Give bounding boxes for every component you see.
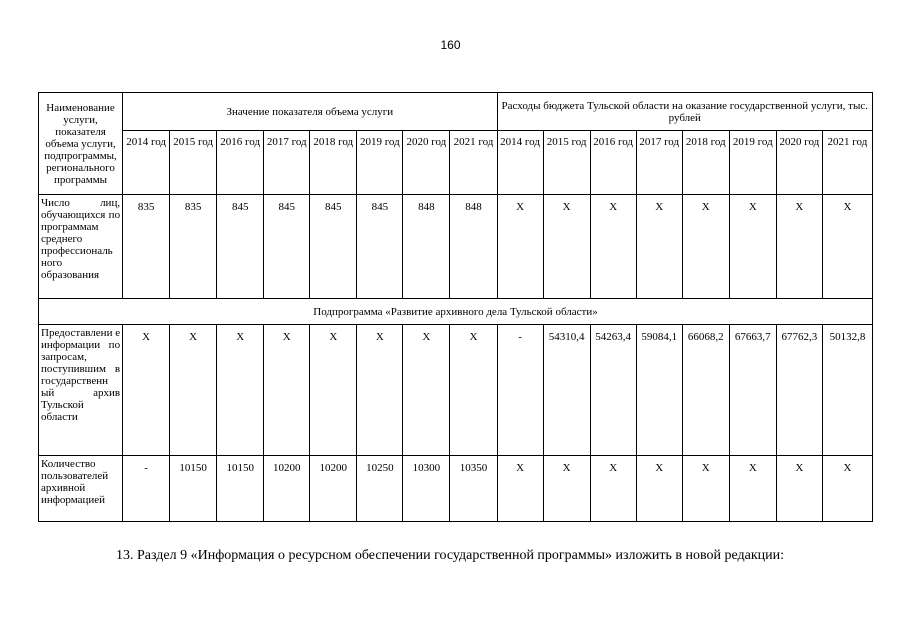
budget-cell: 67762,3 bbox=[776, 325, 822, 456]
header-year-volume: 2018 год bbox=[310, 131, 357, 195]
volume-cell: 835 bbox=[123, 195, 170, 299]
budget-cell: Х bbox=[776, 456, 822, 522]
volume-cell: Х bbox=[123, 325, 170, 456]
header-year-budget: 2020 год bbox=[776, 131, 822, 195]
volume-cell: Х bbox=[310, 325, 357, 456]
volume-cell: Х bbox=[357, 325, 403, 456]
volume-cell: 845 bbox=[310, 195, 357, 299]
volume-cell: 10250 bbox=[357, 456, 403, 522]
budget-cell: Х bbox=[776, 195, 822, 299]
section-paragraph: 13. Раздел 9 «Информация о ресурсном обеспечении государственной программы» изложить в новой редакции: bbox=[116, 548, 784, 563]
header-year-budget: 2014 год bbox=[497, 131, 543, 195]
table-row bbox=[39, 195, 873, 299]
services-table bbox=[38, 92, 873, 522]
header-year-budget: 2016 год bbox=[590, 131, 636, 195]
budget-cell: Х bbox=[822, 195, 872, 299]
header-volume-group: Значение показателя объема услуги bbox=[123, 93, 497, 131]
volume-cell: 10300 bbox=[403, 456, 450, 522]
header-year-volume: 2016 год bbox=[217, 131, 264, 195]
budget-cell: 59084,1 bbox=[636, 325, 682, 456]
table-row bbox=[39, 325, 873, 456]
header-year-budget: 2018 год bbox=[682, 131, 729, 195]
row-name: Предоставлени е информации по запросам, поступившим в государственн ый архив Тульской области bbox=[39, 325, 123, 456]
volume-cell: 835 bbox=[170, 195, 217, 299]
volume-cell: 10150 bbox=[217, 456, 264, 522]
volume-cell: 10350 bbox=[450, 456, 497, 522]
header-year-budget: 2019 год bbox=[729, 131, 776, 195]
subprogram-title: Подпрограмма «Развитие архивного дела Тульской области» bbox=[39, 299, 873, 325]
volume-cell: Х bbox=[403, 325, 450, 456]
budget-cell: - bbox=[497, 325, 543, 456]
budget-cell: Х bbox=[543, 195, 590, 299]
volume-cell: Х bbox=[264, 325, 310, 456]
volume-cell: 848 bbox=[450, 195, 497, 299]
page-number: 160 bbox=[440, 38, 461, 52]
volume-cell: Х bbox=[450, 325, 497, 456]
header-year-volume: 2019 год bbox=[357, 131, 403, 195]
row-name: Число лиц, обучающихся по программам среднего профессиональ ного образования bbox=[39, 195, 123, 299]
budget-cell: Х bbox=[590, 195, 636, 299]
budget-cell: 54310,4 bbox=[543, 325, 590, 456]
volume-cell: 10200 bbox=[310, 456, 357, 522]
header-year-volume: 2014 год bbox=[123, 131, 170, 195]
volume-cell: - bbox=[123, 456, 170, 522]
budget-cell: 50132,8 bbox=[822, 325, 872, 456]
header-year-budget: 2021 год bbox=[822, 131, 872, 195]
budget-cell: Х bbox=[682, 195, 729, 299]
budget-cell: Х bbox=[636, 456, 682, 522]
budget-cell: Х bbox=[497, 195, 543, 299]
header-year-volume: 2017 год bbox=[264, 131, 310, 195]
budget-cell: Х bbox=[590, 456, 636, 522]
volume-cell: Х bbox=[217, 325, 264, 456]
header-year-volume: 2015 год bbox=[170, 131, 217, 195]
header-budget-group: Расходы бюджета Тульской области на оказание государственной услуги, тыс. рублей bbox=[497, 93, 872, 131]
header-year-budget: 2015 год bbox=[543, 131, 590, 195]
budget-cell: 66068,2 bbox=[682, 325, 729, 456]
budget-cell: Х bbox=[543, 456, 590, 522]
budget-cell: Х bbox=[822, 456, 872, 522]
budget-cell: 54263,4 bbox=[590, 325, 636, 456]
budget-cell: Х bbox=[497, 456, 543, 522]
volume-cell: 848 bbox=[403, 195, 450, 299]
header-name-column: Наименование услуги, показателя объема услуги, подпрограммы, регионального программы bbox=[39, 93, 123, 195]
volume-cell: 845 bbox=[217, 195, 264, 299]
row-name: Количество пользователей архивной информацией bbox=[39, 456, 123, 522]
budget-cell: Х bbox=[682, 456, 729, 522]
budget-cell: Х bbox=[636, 195, 682, 299]
budget-cell: Х bbox=[729, 195, 776, 299]
volume-cell: Х bbox=[170, 325, 217, 456]
budget-cell: Х bbox=[729, 456, 776, 522]
header-year-volume: 2021 год bbox=[450, 131, 497, 195]
volume-cell: 10200 bbox=[264, 456, 310, 522]
volume-cell: 845 bbox=[357, 195, 403, 299]
volume-cell: 845 bbox=[264, 195, 310, 299]
volume-cell: 10150 bbox=[170, 456, 217, 522]
header-year-volume: 2020 год bbox=[403, 131, 450, 195]
table-row bbox=[39, 456, 873, 522]
budget-cell: 67663,7 bbox=[729, 325, 776, 456]
header-year-budget: 2017 год bbox=[636, 131, 682, 195]
